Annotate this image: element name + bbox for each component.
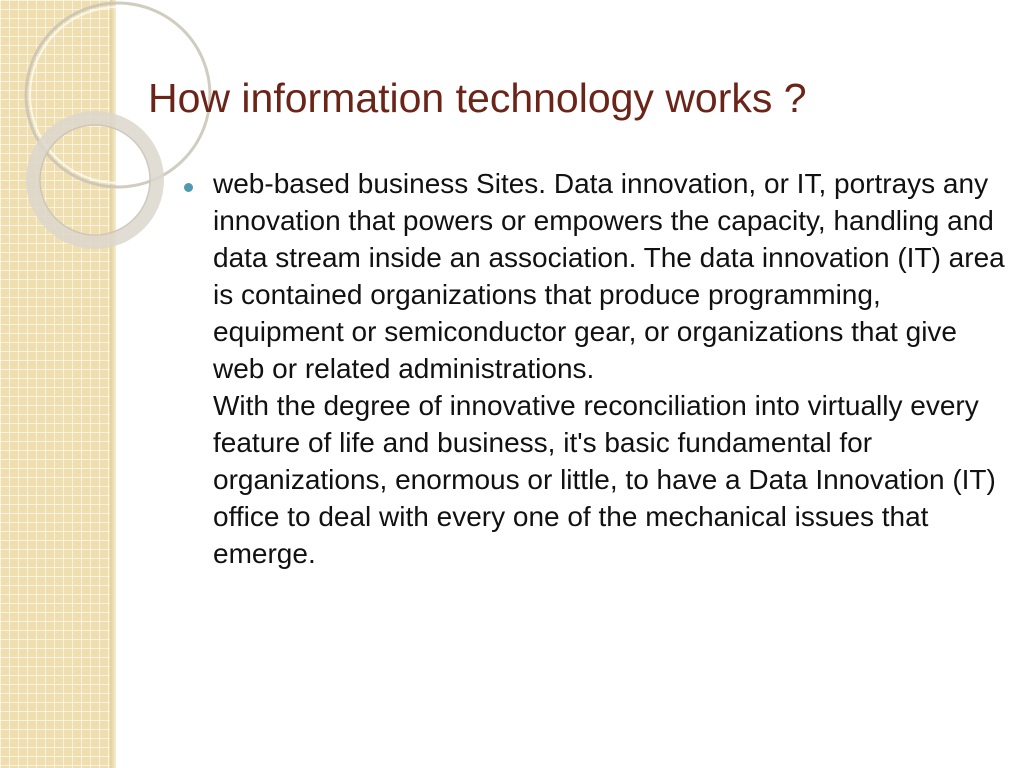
bullet-dot <box>184 183 193 192</box>
bullet-text: web-based business Sites. Data innovation, or IT, portrays any innovation that powers or empowers the capacity, handling and data stream inside an association. The data innovation (IT) area is contained organizations that produce programming, equipment or semiconductor gear, or organizations that give web or related administrations. With the degree of innovative reconciliation into virtually every feature of life and business, it's basic fundamental for organizations, enormous or little, to have a Data Innovation (IT) office to deal with every one of the mechanical issues that emerge. <box>213 168 1005 569</box>
decorative-side-band <box>0 0 110 768</box>
decorative-band-edge <box>110 0 116 768</box>
slide-title: How information technology works ? <box>148 75 807 121</box>
